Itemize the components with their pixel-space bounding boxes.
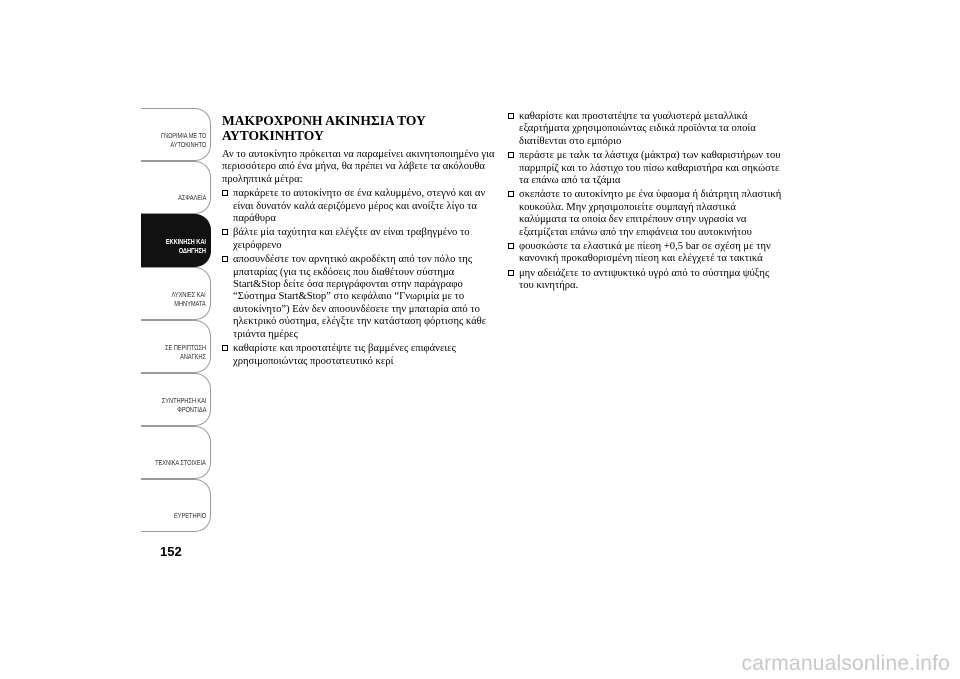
checkbox-bullet-icon: [222, 229, 228, 235]
tab-label: ΣΕ ΠΕΡΙΠΤΩΣΗ ΑΝΑΓΚΗΣ: [165, 345, 206, 361]
list-item: μην αδειάζετε το αντιψυκτικό υγρό από το σύστημα ψύξης του κινητήρα.: [508, 268, 784, 293]
checkbox-bullet-icon: [222, 345, 228, 351]
tab-label: ΛΥΧΝΙΕΣ ΚΑΙ ΜΗΝΥΜΑΤΑ: [171, 292, 206, 308]
tab-label: ΕΚΚΙΝΗΣΗ ΚΑΙ ΟΔΗΓΗΣΗ: [165, 239, 206, 255]
checkbox-bullet-icon: [508, 270, 514, 276]
page-number: 152: [160, 544, 182, 559]
checkbox-bullet-icon: [508, 113, 514, 119]
tab-index[interactable]: [141, 479, 211, 532]
tab-label: ΤΕΧΝΙΚΑ ΣΤΟΙΧΕΙΑ: [155, 459, 206, 467]
list-item: φουσκώστε τα ελαστικά με πίεση +0,5 bar σε σχέση με την κανονική προκαθορισμένη πίεση και ελέγχετέ τα τακτικά: [508, 241, 784, 266]
checkbox-bullet-icon: [222, 190, 228, 196]
checkbox-bullet-icon: [508, 152, 514, 158]
bullet-list: [222, 188, 498, 368]
list-item: αποσυνδέστε τον αρνητικό ακροδέκτη από τον πόλο της μπαταρίας (για τις εκδόσεις που διαθέτουν σύστημα Start&Stop δείτε όσα περιγράφονται στην παράγραφο “Σύστημα Start&Stop” στο κεφάλαιο “Γνωριμία με το αυτοκίνητο”) Εάν δεν αποσυνδέσετε την μπαταρία από το ηλεκτρικό σύστημα, ελέγξτε την κατάσταση φόρτισης κάθε τριάντα ημέρες: [222, 254, 498, 341]
list-item: καθαρίστε και προστατέψτε τις βαμμένες επιφάνειες χρησιμοποιώντας προστατευτικό κερί: [222, 343, 498, 368]
tab-maintenance[interactable]: [141, 373, 211, 426]
checkbox-bullet-icon: [222, 256, 228, 262]
tab-label: ΕΥΡΕΤΗΡΙΟ: [173, 512, 206, 520]
chapter-tabs: [141, 108, 211, 532]
watermark: carmanualsonline.info: [741, 652, 950, 675]
list-item: βάλτε μία ταχύτητα και ελέγξτε αν είναι τραβηγμένο το χειρόφρενο: [222, 227, 498, 252]
list-item: παρκάρετε το αυτοκίνητο σε ένα καλυμμένο, στεγνό και αν είναι δυνατόν καλά αεριζόμενο μέρος και ανοίξτε λίγο τα παράθυρα: [222, 188, 498, 225]
tab-warning-lights[interactable]: [141, 267, 211, 320]
tab-getting-to-know[interactable]: [141, 108, 211, 161]
checkbox-bullet-icon: [508, 243, 514, 249]
tab-technical-data[interactable]: [141, 426, 211, 479]
tab-label: ΑΣΦΑΛΕΙΑ: [177, 194, 206, 202]
tab-label: ΓΝΩΡΙΜΙΑ ΜΕ ΤΟ ΑΥΤΟΚΙΝΗΤΟ: [160, 133, 206, 149]
bullet-list: [508, 111, 784, 293]
list-item: σκεπάστε το αυτοκίνητο με ένα ύφασμα ή διάτρητη πλαστική κουκούλα. Μην χρησιμοποιείτε συμπαγή πλαστικά καλύμματα τα οποία δεν επιτρέπουν στην υγρασία να εξατμίζεται επάνω από την επιφάνεια του αυτοκινήτου: [508, 189, 784, 239]
list-item: καθαρίστε και προστατέψτε τα γυαλιστερά μεταλλικά εξαρτήματα χρησιμοποιώντας ειδικά προϊόντα τα οποία διατίθενται στο εμπόριο: [508, 111, 784, 148]
section-title: ΜΑΚΡΟΧΡΟΝΗ ΑΚΙΝΗΣΙΑ ΤΟΥ ΑΥΤΟΚΙΝΗΤΟΥ: [222, 113, 426, 143]
text-column-left: [222, 111, 498, 370]
tab-safety[interactable]: [141, 161, 211, 214]
text-column-right: [508, 111, 784, 295]
tab-label: ΣΥΝΤΗΡΗΣΗ ΚΑΙ ΦΡΟΝΤΙΔΑ: [161, 398, 206, 414]
list-item: περάστε με ταλκ τα λάστιχα (μάκτρα) των καθαριστήρων του παρμπρίζ και το λάστιχο του πίσω καθαριστήρα και σηκώστε τα επάνω από τα τζάμια: [508, 150, 784, 187]
checkbox-bullet-icon: [508, 191, 514, 197]
intro-paragraph: Αν το αυτοκίνητο πρόκειται να παραμείνει ακινητοποιημένο για περισσότερο από ένα μήνα, θα πρέπει να λάβετε τα ακόλουθα προληπτικά μέτρα:: [222, 149, 495, 185]
tab-emergency[interactable]: [141, 320, 211, 373]
tab-starting-driving[interactable]: [141, 214, 211, 267]
